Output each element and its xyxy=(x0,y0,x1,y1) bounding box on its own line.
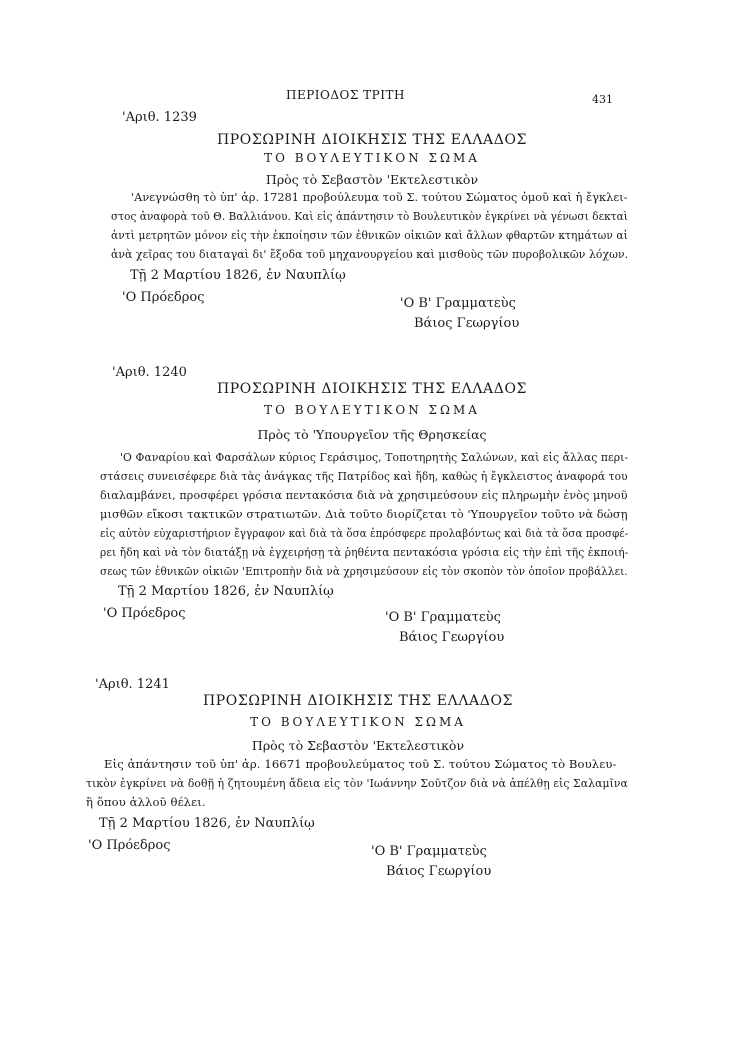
secretary-signature: 'Ο Β' Γραμματεὺς xyxy=(385,610,501,625)
body-line: ρει ἤδη καὶ νὰ τὸν διατάξῃ νὰ ἐγχειρήσῃ τὰ ῥηθέντα πεντακόσια γρόσια εἰς τὴν ἐπὶ τῆς ἐκποιή- xyxy=(100,545,629,559)
body-line: τικὸν ἐγκρίνει νὰ δοθῇ ἡ ζητουμένη ἄδεια εἰς τὸν 'Ιωάννην Σοῦτζον διὰ νὰ ἀπέλθῃ εἰς Σαλαμῖνα xyxy=(86,776,628,790)
president-signature: 'Ο Πρόεδρος xyxy=(103,606,186,621)
secretary-name: Βάιος Γεωργίου xyxy=(386,864,492,879)
body-line: σεως τῶν ἐθνικῶν οἰκιῶν 'Επιτροπὴν διὰ νὰ χρησιμεύσουν εἰς τὸν σκοπὸν τὸν ὁποῖον προβάλλει. xyxy=(100,564,628,578)
body-line: μισθῶν εἴκοσι τακτικῶν στρατιωτῶν. Διὰ τοῦτο διορίζεται τὸ 'Υπουργεῖον τοῦτο νὰ δώσῃ xyxy=(100,507,628,521)
record-number: 'Αριθ. 1239 xyxy=(122,110,197,125)
record-subtitle: ΤΟ ΒΟΥΛΕΥΤΙΚΟΝ ΣΩΜΑ xyxy=(264,403,480,417)
record-number: 'Αριθ. 1241 xyxy=(95,677,170,692)
body-line: στος ἀναφορὰ τοῦ Θ. Βαλλιάνου. Καὶ εἰς ἀπάντησιν τὸ Βουλευτικὸν ἐγκρίνει νὰ γένωσι δεκταὶ xyxy=(111,209,628,223)
body-line: ἀντὶ μετρητῶν μόνον εἰς τὴν ἐκποίησιν τῶν ἐθνικῶν οἰκιῶν καὶ ἄλλων φθαρτῶν κτημάτων αἱ xyxy=(111,228,628,242)
secretary-signature: 'Ο Β' Γραμματεὺς xyxy=(371,844,487,859)
record-title: ΠΡΟΣΩΡΙΝΗ ΔΙΟΙΚΗΣΙΣ ΤΗΣ ΕΛΛΑΔΟΣ xyxy=(216,132,528,148)
page-header xyxy=(0,88,744,108)
record-title: ΠΡΟΣΩΡΙΝΗ ΔΙΟΙΚΗΣΙΣ ΤΗΣ ΕΛΛΑΔΟΣ xyxy=(202,693,514,709)
record-addressee: Πρὸς τὸ 'Υπουργεῖον τῆς Θρησκείας xyxy=(257,427,487,442)
body-line: 'Ο Φαναρίου καὶ Φαρσάλων κύριος Γεράσιμος, Τοποτηρητὴς Σαλώνων, καὶ εἰς ἄλλας περι- xyxy=(120,450,629,464)
page-number: 431 xyxy=(592,93,613,106)
president-signature: 'Ο Πρόεδρος xyxy=(122,290,205,305)
record-subtitle: ΤΟ ΒΟΥΛΕΥΤΙΚΟΝ ΣΩΜΑ xyxy=(264,151,480,165)
date-line: Τῇ 2 Μαρτίου 1826, ἐν Ναυπλίῳ xyxy=(118,584,334,599)
body-line: εἰς αὐτὸν εὐχαριστήριον ἔγγραφον καὶ διὰ τὰ ὅσα ἐπρόσφερε προλαβόντως καὶ διὰ τὰ ὅσα προσφέ- xyxy=(100,526,629,540)
secretary-signature: 'Ο Β' Γραμματεὺς xyxy=(400,296,516,311)
record-addressee: Πρὸς τὸ Σεβαστὸν 'Εκτελεστικὸν xyxy=(265,172,479,187)
body-line: στάσεις συνεισέφερε διὰ τὰς ἀνάγκας τῆς Πατρίδος καὶ ἤδη, καθὼς ἡ ἔγκλειστος ἀναφορά του xyxy=(100,469,628,483)
date-line: Τῇ 2 Μαρτίου 1826, ἐν Ναυπλίῳ xyxy=(130,268,346,283)
secretary-name: Βάιος Γεωργίου xyxy=(399,630,505,645)
record-number: 'Αριθ. 1240 xyxy=(112,365,187,380)
president-signature: 'Ο Πρόεδρος xyxy=(88,838,171,853)
body-line: διαλαμβάνει, προσφέρει γρόσια πεντακόσια διὰ νὰ χρησιμεύσουν εἰς πληρωμὴν ἑνὸς μηνοῦ xyxy=(100,488,628,502)
record-subtitle: ΤΟ ΒΟΥΛΕΥΤΙΚΟΝ ΣΩΜΑ xyxy=(250,715,466,729)
body-line: ἀνὰ χεῖρας του διαταγαὶ δι' ἔξοδα τοῦ μηχανουργείου καὶ μισθοὺς τῶν πυροβολικῶν λόχων. xyxy=(111,247,629,261)
body-line: ἢ ὅπου ἀλλοῦ θέλει. xyxy=(86,795,206,809)
record-addressee: Πρὸς τὸ Σεβαστὸν 'Εκτελεστικὸν xyxy=(251,738,465,753)
body-line: Εἰς ἀπάντησιν τοῦ ὑπ' ἀρ. 16671 προβουλεύματος τοῦ Σ. τούτου Σώματος τὸ Βουλευ- xyxy=(104,757,617,771)
date-line: Τῇ 2 Μαρτίου 1826, ἐν Ναυπλίῳ xyxy=(99,816,315,831)
secretary-name: Βάιος Γεωργίου xyxy=(414,316,520,331)
record-title: ΠΡΟΣΩΡΙΝΗ ΔΙΟΙΚΗΣΙΣ ΤΗΣ ΕΛΛΑΔΟΣ xyxy=(216,381,528,397)
body-line: 'Ανεγνώσθη τὸ ὑπ' ἀρ. 17281 προβούλευμα τοῦ Σ. τούτου Σώματος ὁμοῦ καὶ ἡ ἔγκλει- xyxy=(131,190,628,204)
running-head: ΠΕΡΙΟΔΟΣ ΤΡΙΤΗ xyxy=(286,88,405,102)
